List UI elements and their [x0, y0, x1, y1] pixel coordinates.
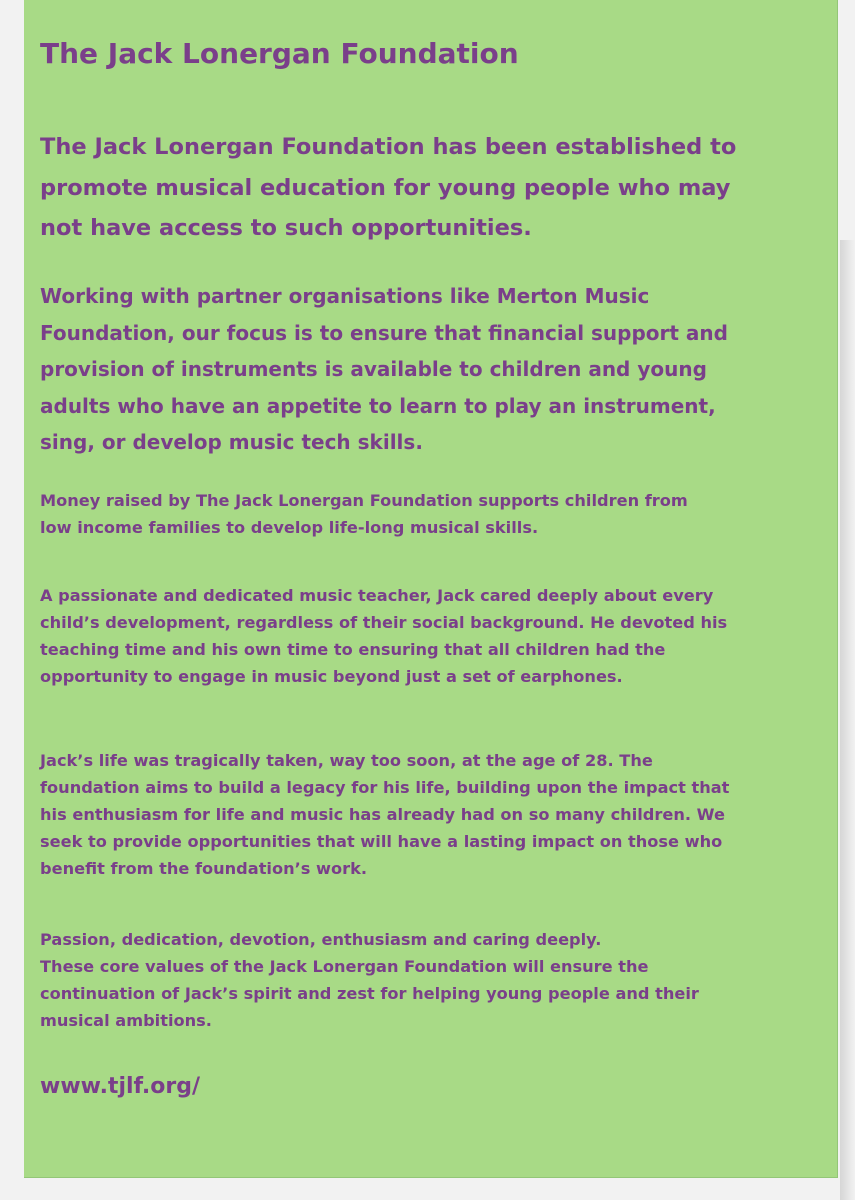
page-edge-shadow: [840, 240, 855, 1200]
teacher-line: A passionate and dedicated music teacher, Jack cared deeply about every: [40, 586, 714, 605]
money-paragraph: [40, 487, 830, 541]
page-title: The Jack Lonergan Foundation: [40, 37, 519, 70]
values-paragraph: [40, 926, 830, 1034]
legacy-line: benefit from the foundation’s work.: [40, 859, 368, 878]
values-line: continuation of Jack’s spirit and zest for helping young people and their: [40, 984, 699, 1003]
focus-line: Foundation, our focus is to ensure that financial support and: [40, 320, 728, 345]
legacy-line: foundation aims to build a legacy for his life, building upon the impact that: [40, 778, 730, 797]
teacher-paragraph: [40, 582, 830, 690]
teacher-line: child’s development, regardless of their social background. He devoted his: [40, 613, 728, 632]
money-line: low income families to develop life-long musical skills.: [40, 518, 539, 537]
foundation-flyer: [24, 0, 838, 1178]
legacy-paragraph: [40, 747, 830, 882]
teacher-line: teaching time and his own time to ensuring that all children had the: [40, 640, 666, 659]
money-line: Money raised by The Jack Lonergan Foundation supports children from: [40, 491, 688, 510]
intro-line: promote musical education for young people who may: [40, 174, 731, 201]
legacy-line: Jack’s life was tragically taken, way too soon, at the age of 28. The: [40, 751, 653, 770]
intro-line: not have access to such opportunities.: [40, 215, 532, 241]
values-line: These core values of the Jack Lonergan Foundation will ensure the: [40, 957, 649, 976]
intro-paragraph: [40, 127, 830, 249]
website-link[interactable]: www.tjlf.org/: [40, 1074, 200, 1099]
focus-line: Working with partner organisations like Merton Music: [40, 284, 650, 308]
values-line: musical ambitions.: [40, 1011, 212, 1030]
teacher-line: opportunity to engage in music beyond just a set of earphones.: [40, 667, 623, 686]
focus-line: provision of instruments is available to children and young: [40, 357, 707, 381]
focus-line: sing, or develop music tech skills.: [40, 430, 423, 454]
intro-line: The Jack Lonergan Foundation has been established to: [40, 134, 737, 160]
legacy-line: seek to provide opportunities that will have a lasting impact on those who: [40, 832, 723, 851]
focus-paragraph: [40, 278, 830, 461]
focus-line: adults who have an appetite to learn to play an instrument,: [40, 393, 716, 418]
legacy-line: his enthusiasm for life and music has already had on so many children. We: [40, 805, 725, 824]
values-line: Passion, dedication, devotion, enthusiasm and caring deeply.: [40, 930, 602, 949]
